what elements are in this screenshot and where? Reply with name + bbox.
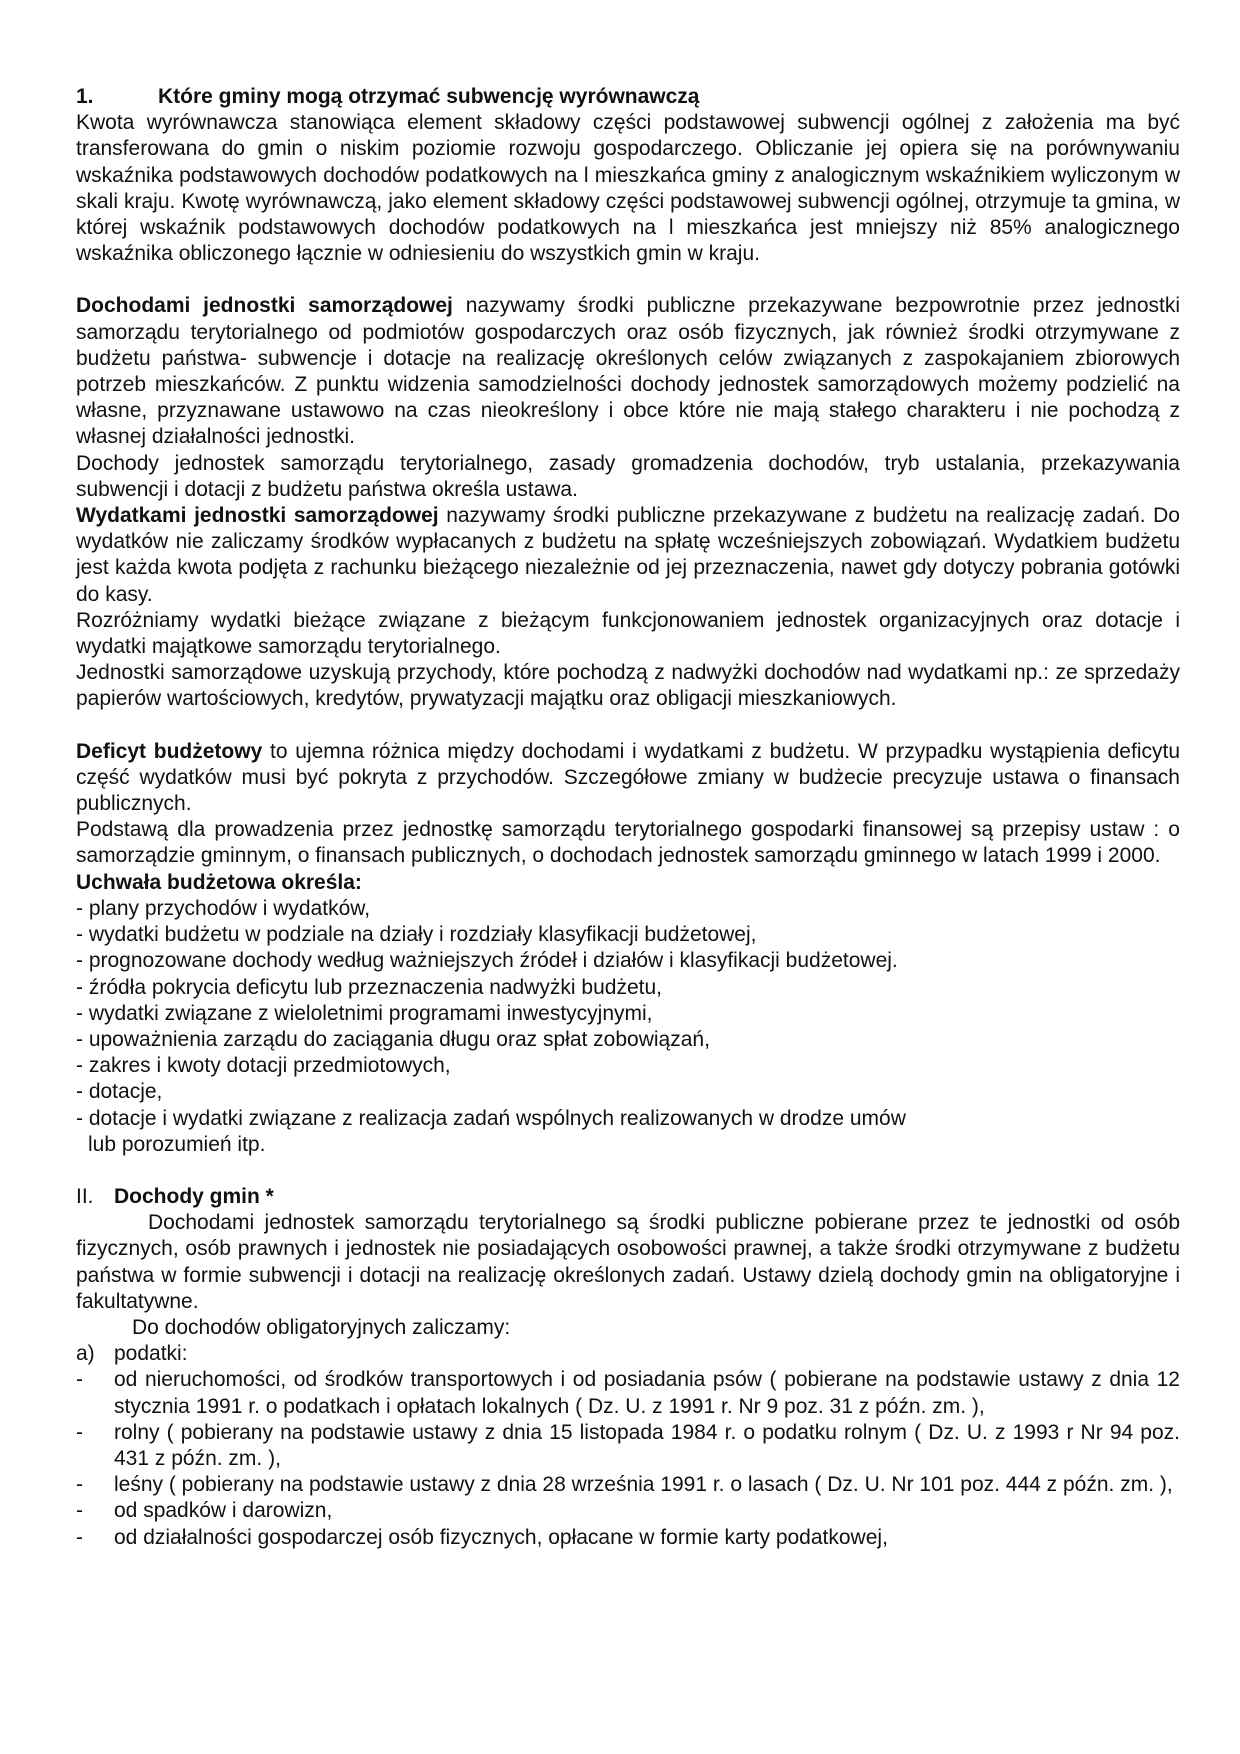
uchwala-item: - plany przychodów i wydatków, (76, 896, 371, 920)
uchwala-item: - wydatki budżetu w podziale na działy i rozdziały klasyfikacji budżetowej, (76, 923, 757, 947)
tax-item-text: rolny ( pobierany na podstawie ustawy z dnia 15 listopada 1984 r. o podatku rolnym ( Dz. U. z 1993 r Nr 94 poz. 431 z późn. zm. ), (114, 1420, 1180, 1470)
deficyt-paragraph (76, 739, 1180, 818)
dochody-definition: nazywamy środki publiczne przekazywane bezpowrotnie przez jednostki samorządu terytorialnego od podmiotów gospodarczych oraz osób fizycznych, jak również środki otrzymywane z budżetu państwa- subwencje i dotacje na realizację określonych celów związanych z zaspokajaniem zbiorowych potrzeb mieszkańców. Z punktu widzenia samodzielności dochody jednostek samorządowych możemy podzielić na własne, przyznawane ustawowo na czas nieokreślony i obce które nie mają stałego charakteru i nie pochodzą z własnej działalności jednostki. (76, 294, 1180, 449)
tax-item-text: od działalności gospodarczej osób fizycznych, opłacane w formie karty podatkowej, (114, 1525, 888, 1549)
uchwala-item: - wydatki związane z wieloletnimi programami inwestycyjnymi, (76, 1001, 653, 1025)
tax-item-text: od spadków i darowizn, (114, 1499, 333, 1523)
uchwala-item-continuation: lub porozumień itp. (88, 1132, 266, 1156)
subsection-a (76, 1341, 1180, 1367)
section-2-number: II. (76, 1184, 94, 1208)
tax-item: - od działalności gospodarczej osób fizycznych, opłacane w formie karty podatkowej, (76, 1525, 1180, 1551)
section-2-intro: Do dochodów obligatoryjnych zaliczamy: (132, 1315, 511, 1339)
tax-item: - od spadków i darowizn, (76, 1498, 1180, 1524)
dochody-term: Dochodami jednostki samorządowej (76, 294, 453, 318)
section-1-paragraph: Kwota wyrównawcza stanowiąca element składowy części podstawowej subwencji ogólnej z założenia ma być transferowana do gmin o niskim poziomie rozwoju gospodarczego. Obliczanie jej opiera się na porównywaniu wskaźnika podstawowych dochodów podatkowych na l mieszkańca gminy z analogicznym wskaźnikiem wyliczonym w skali kraju. Kwotę wyrównawczą, jako element składowy części podstawowej subwencji ogólnej, otrzymuje ta gmina, w której wskaźnik podstawowych dochodów podatkowych na l mieszkańca jest mniejszy niż 85% analogicznego wskaźnika obliczonego łącznie w odniesieniu do wszystkich gmin w kraju. (76, 111, 1180, 266)
tax-item: - rolny ( pobierany na podstawie ustawy z dnia 15 listopada 1984 r. o podatku rolnym ( Dz. U. z 1993 r Nr 94 poz. 431 z późn. zm. ), (76, 1420, 1180, 1472)
wydatki-paragraph-3: Jednostki samorządowe uzyskują przychody, które pochodzą z nadwyżki dochodów nad wydatkami np.: ze sprzedaży papierów wartościowych, kredytów, prywatyzacji majątku oraz obligacji mieszkaniowych. (76, 661, 1180, 711)
uchwala-item: - dotacje, (76, 1080, 163, 1104)
deficyt-term: Deficyt budżetowy (76, 739, 263, 763)
deficyt-paragraph-2: Podstawą dla prowadzenia przez jednostkę samorządu terytorialnego gospodarki finansowej są przepisy ustaw : o samorządzie gminnym, o finansach publicznych, o dochodach jednostek samorządu gminnego w latach 1999 i 2000. (76, 818, 1180, 868)
wydatki-paragraph (76, 503, 1180, 608)
dochody-paragraph-2: Dochody jednostek samorządu terytorialnego, zasady gromadzenia dochodów, tryb ustalania, przekazywania subwencji i dotacji z budżetu państwa określa ustawa. (76, 451, 1180, 501)
uchwala-item: - dotacje i wydatki związane z realizacja zadań wspólnych realizowanych w drodze umów (76, 1106, 906, 1130)
tax-item-text: leśny ( pobierany na podstawie ustawy z dnia 28 września 1991 r. o lasach ( Dz. U. Nr 101 poz. 444 z późn. zm. ), (114, 1473, 1173, 1497)
wydatki-definition: nazywamy środki publiczne przekazywane z budżetu na realizację zadań. Do wydatków nie zaliczamy środków wypłacanych z budżetu na spłatę wcześniejszych zobowiązań. Wydatkiem budżetu jest każda kwota podjęta z rachunku bieżącego niezależnie od jej przeznaczenia, nawet gdy dotyczy pobrania gotówki do kasy. (76, 504, 1180, 606)
tax-item-text: od nieruchomości, od środków transportowych i od posiadania psów ( pobierane na podstawie ustawy z dnia 12 stycznia 1991 r. o podatkach i opłatach lokalnych ( Dz. U. z 1991 r. Nr 9 poz. 31 z późn. zm. ), (114, 1368, 1180, 1418)
section-1-number: 1. (76, 85, 94, 108)
uchwala-item: - zakres i kwoty dotacji przedmiotowych, (76, 1054, 451, 1078)
wydatki-term: Wydatkami jednostki samorządowej (76, 504, 439, 528)
tax-item: - leśny ( pobierany na podstawie ustawy z dnia 28 września 1991 r. o lasach ( Dz. U. Nr 101 poz. 444 z późn. zm. ), (76, 1472, 1180, 1498)
uchwala-item: - prognozowane dochody według ważniejszych źródeł i działów i klasyfikacji budżetowej. (76, 949, 898, 973)
deficyt-definition: to ujemna różnica między dochodami i wydatkami z budżetu. W przypadku wystąpienia deficytu część wydatków musi być pokryta z przychodów. Szczegółowe zmiany w budżecie precyzuje ustawa o finansach publicznych. (76, 739, 1180, 816)
section-2-heading (76, 1184, 1180, 1210)
uchwala-item: - upoważnienia zarządu do zaciągania długu oraz spłat zobowiązań, (76, 1027, 710, 1051)
document-page (76, 84, 1180, 1551)
section-2-title: Dochody gmin * (114, 1184, 274, 1208)
subsection-a-label: a) (76, 1342, 95, 1366)
uchwala-heading: Uchwała budżetowa określa: (76, 870, 362, 894)
subsection-a-title: podatki: (114, 1342, 188, 1366)
section-2-paragraph: Dochodami jednostek samorządu terytorialnego są środki publiczne pobierane przez te jednostki od osób fizycznych, osób prawnych i jednostek nie posiadających osobowości prawnej, a także środki otrzymywane z budżetu państwa w formie subwencji i dotacji na realizację określonych zadań. Ustawy dzielą dochody gmin na obligatoryjne i fakultatywne. (76, 1211, 1180, 1313)
uchwala-item: - źródła pokrycia deficytu lub przeznaczenia nadwyżki budżetu, (76, 975, 662, 999)
section-1-heading (76, 84, 1180, 110)
section-1-title: Które gminy mogą otrzymać subwencję wyrównawczą (158, 85, 700, 108)
dochody-paragraph (76, 293, 1180, 450)
wydatki-paragraph-2: Rozróżniamy wydatki bieżące związane z bieżącym funkcjonowaniem jednostek organizacyjnych oraz dotacje i wydatki majątkowe samorządu terytorialnego. (76, 608, 1180, 659)
tax-item: - od nieruchomości, od środków transportowych i od posiadania psów ( pobierane na podstawie ustawy z dnia 12 stycznia 1991 r. o podatkach i opłatach lokalnych ( Dz. U. z 1991 r. Nr 9 poz. 31 z późn. zm. ), (76, 1367, 1180, 1419)
